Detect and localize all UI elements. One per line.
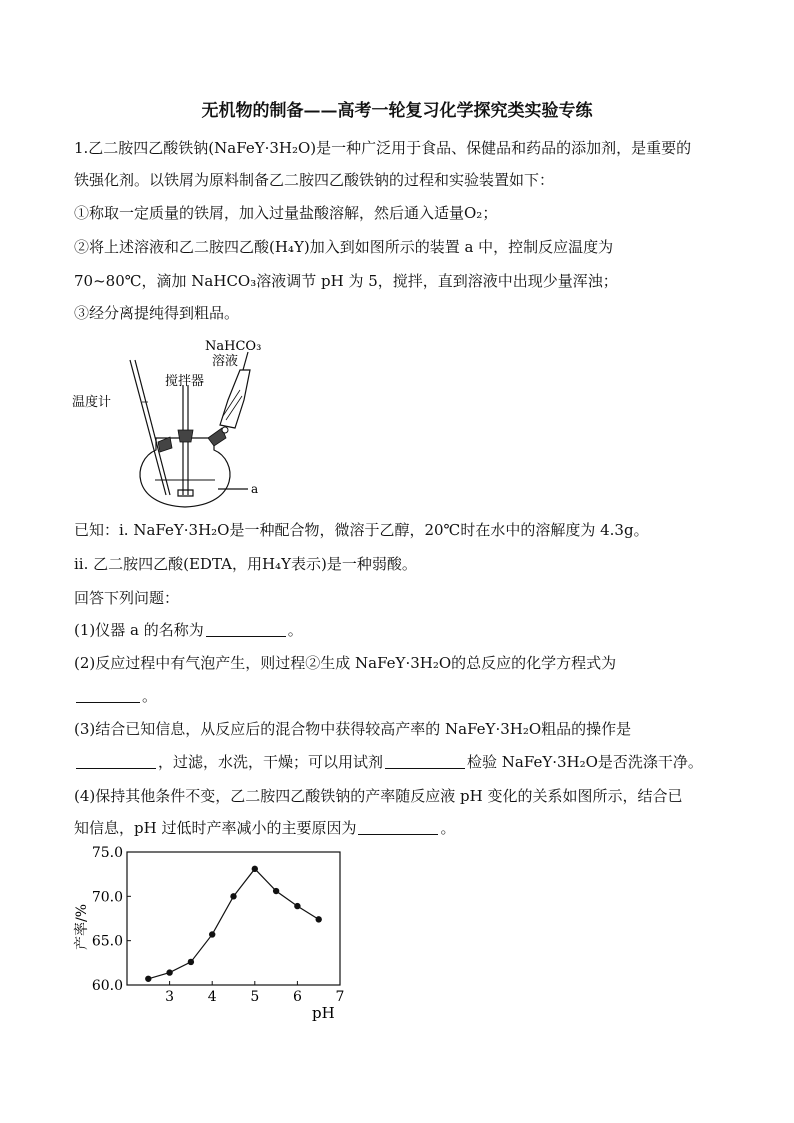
question-1-stem-line-1: 1.乙二胺四乙酸铁钠(NaFeY·3H₂O)是一种广泛用于食品、保健品和药品的添加剂，是重要的 xyxy=(74,139,692,157)
known-info-2: ii. 乙二胺四乙酸(EDTA，用H₄Y表示)是一种弱酸。 xyxy=(74,555,417,573)
flask-label: a xyxy=(251,482,259,496)
question-1-stem-line-2: 铁强化剂。以铁屑为原料制备乙二胺四乙酸铁钠的过程和实验装置如下： xyxy=(74,171,555,189)
x-tick-label: 7 xyxy=(335,989,345,1005)
data-point xyxy=(273,888,279,894)
plot-frame xyxy=(127,852,340,985)
data-point xyxy=(230,893,236,899)
punctuation: 。 xyxy=(142,687,158,705)
thermometer-label: 温度计 xyxy=(72,395,112,410)
apparatus-diagram xyxy=(70,330,300,515)
answer-blank[interactable] xyxy=(76,754,156,769)
data-point xyxy=(252,866,258,872)
y-tick-label: 60.0 xyxy=(91,978,123,994)
answer-blank[interactable] xyxy=(358,820,438,835)
data-point xyxy=(188,959,194,965)
x-tick-label: 6 xyxy=(292,989,302,1005)
y-tick-label: 75.0 xyxy=(91,845,123,861)
x-tick-label: 5 xyxy=(250,989,260,1005)
step-2-line-1: ②将上述溶液和乙二胺四乙酸(H₄Y)加入到如图所示的装置 a 中，控制反应温度为 xyxy=(74,238,614,256)
series-line xyxy=(148,869,318,979)
question-1-text: (1)仪器 a 的名称为 xyxy=(74,621,204,639)
x-tick-label: 3 xyxy=(165,989,175,1005)
data-point xyxy=(316,916,322,922)
question-2-answer xyxy=(74,686,157,706)
question-4-text-b: 知信息，pH 过低时产率减小的主要原因为 xyxy=(74,819,357,837)
question-4: (4)保持其他条件不变，乙二胺四乙酸铁钠的产率随反应液 pH 变化的关系如图所示，结合已 xyxy=(74,787,683,805)
y-axis-label: 产率/% xyxy=(74,903,90,950)
answer-instructions: 回答下列问题： xyxy=(74,589,180,607)
stirrer-label: 搅拌器 xyxy=(165,374,205,389)
data-point xyxy=(294,903,300,909)
question-3-text-b: ，过滤，水洗，干燥；可以用试剂 xyxy=(158,753,384,771)
question-3: (3)结合已知信息，从反应后的混合物中获得较高产率的 NaFeY·3H₂O粗品的操作是 xyxy=(74,720,632,738)
question-2: (2)反应过程中有气泡产生，则过程②生成 NaFeY·3H₂O的总反应的化学方程式为 xyxy=(74,654,617,672)
known-info-1: 已知：i. NaFeY·3H₂O是一种配合物，微溶于乙醇，20℃时在水中的溶解度为 4.3g。 xyxy=(74,521,649,539)
reagent-label-1: NaHCO₃ xyxy=(205,339,262,354)
y-tick-label: 65.0 xyxy=(91,933,123,950)
question-4-continued xyxy=(74,818,455,838)
step-3: ③经分离提纯得到粗品。 xyxy=(74,304,240,322)
question-3-continued xyxy=(74,752,703,772)
punctuation: 。 xyxy=(287,621,303,639)
step-1: ①称取一定质量的铁屑，加入过量盐酸溶解，然后通入适量O₂； xyxy=(74,204,498,222)
x-tick-label: 4 xyxy=(207,989,217,1005)
answer-blank[interactable] xyxy=(385,754,465,769)
yield-ph-chart xyxy=(70,840,360,1030)
page-title: 无机物的制备——高考一轮复习化学探究类实验专练 xyxy=(201,101,593,121)
answer-blank[interactable] xyxy=(76,688,140,703)
reagent-label-2: 溶液 xyxy=(212,354,239,369)
x-axis-label: pH xyxy=(312,1004,335,1022)
answer-blank[interactable] xyxy=(206,622,286,637)
question-1 xyxy=(74,620,303,640)
data-point xyxy=(145,976,151,982)
punctuation: 。 xyxy=(440,819,456,837)
question-3-text-c: 检验 NaFeY·3H₂O是否洗涤干净。 xyxy=(467,753,703,771)
data-point xyxy=(209,931,215,937)
y-tick-label: 70.0 xyxy=(91,889,123,906)
data-point xyxy=(166,969,172,975)
step-2-line-2: 70~80℃，滴加 NaHCO₃溶液调节 pH 为 5，搅拌，直到溶液中出现少量浑浊； xyxy=(74,272,618,290)
